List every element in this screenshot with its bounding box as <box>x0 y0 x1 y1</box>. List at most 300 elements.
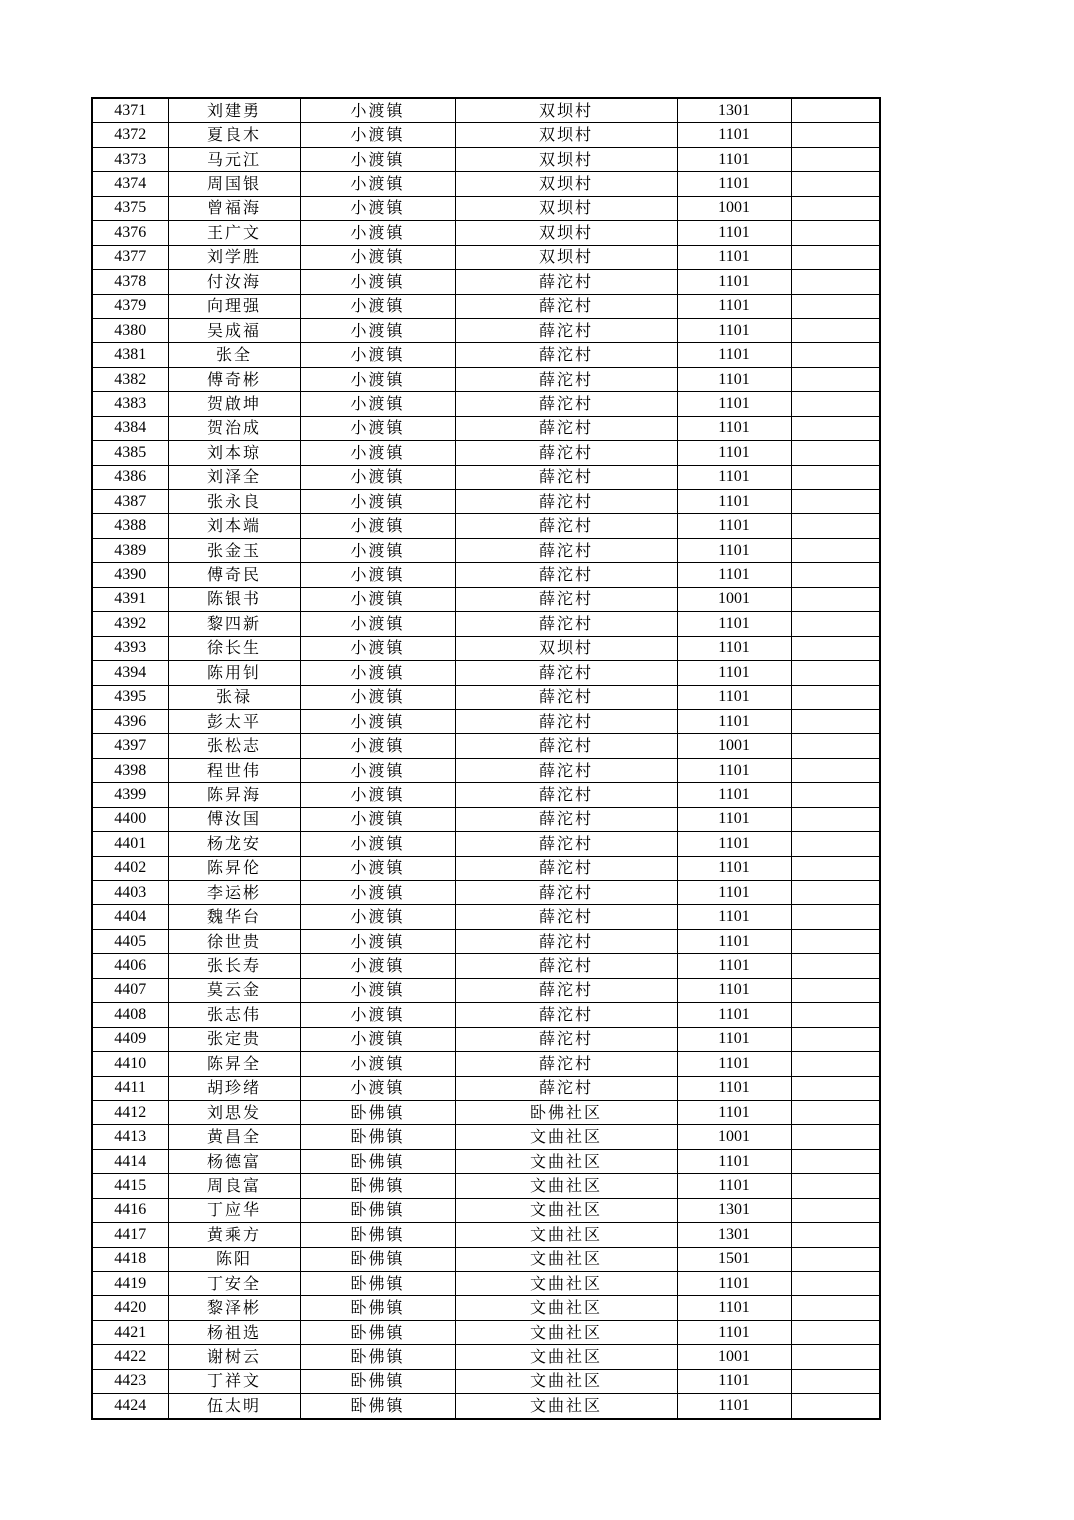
row-number-cell: 4383 <box>92 392 168 416</box>
code-cell: 1001 <box>677 734 791 758</box>
code-cell: 1101 <box>677 441 791 465</box>
code-cell: 1101 <box>677 1174 791 1198</box>
village-cell: 薛沱村 <box>455 392 677 416</box>
row-number-cell: 4394 <box>92 661 168 685</box>
remark-cell <box>791 294 880 318</box>
table-row <box>92 416 880 440</box>
remark-cell <box>791 1394 880 1419</box>
person-name-cell: 杨德富 <box>168 1149 300 1173</box>
code-cell: 1101 <box>677 612 791 636</box>
table-row <box>92 587 880 611</box>
remark-cell <box>791 123 880 147</box>
table-row <box>92 954 880 978</box>
town-cell: 卧佛镇 <box>300 1272 455 1296</box>
village-cell: 双坝村 <box>455 172 677 196</box>
table-row <box>92 1369 880 1393</box>
person-name-cell: 刘建勇 <box>168 98 300 123</box>
row-number-cell: 4397 <box>92 734 168 758</box>
village-cell: 薛沱村 <box>455 490 677 514</box>
row-number-cell: 4418 <box>92 1247 168 1271</box>
code-cell: 1101 <box>677 905 791 929</box>
town-cell: 小渡镇 <box>300 123 455 147</box>
village-cell: 薛沱村 <box>455 587 677 611</box>
row-number-cell: 4424 <box>92 1394 168 1419</box>
remark-cell <box>791 636 880 660</box>
village-cell: 薛沱村 <box>455 1052 677 1076</box>
row-number-cell: 4416 <box>92 1198 168 1222</box>
remark-cell <box>791 587 880 611</box>
person-name-cell: 张长寿 <box>168 954 300 978</box>
code-cell: 1301 <box>677 1198 791 1222</box>
person-name-cell: 黎四新 <box>168 612 300 636</box>
code-cell: 1101 <box>677 1052 791 1076</box>
code-cell: 1101 <box>677 807 791 831</box>
row-number-cell: 4410 <box>92 1052 168 1076</box>
town-cell: 小渡镇 <box>300 172 455 196</box>
village-cell: 薛沱村 <box>455 343 677 367</box>
row-number-cell: 4387 <box>92 490 168 514</box>
person-name-cell: 魏华台 <box>168 905 300 929</box>
row-number-cell: 4375 <box>92 196 168 220</box>
person-name-cell: 徐世贵 <box>168 929 300 953</box>
village-cell: 文曲社区 <box>455 1369 677 1393</box>
person-name-cell: 陈昇海 <box>168 783 300 807</box>
code-cell: 1101 <box>677 221 791 245</box>
town-cell: 卧佛镇 <box>300 1223 455 1247</box>
code-cell: 1101 <box>677 1369 791 1393</box>
town-cell: 小渡镇 <box>300 245 455 269</box>
table-row <box>92 1174 880 1198</box>
table-row <box>92 1198 880 1222</box>
table-row <box>92 709 880 733</box>
remark-cell <box>791 172 880 196</box>
village-cell: 文曲社区 <box>455 1394 677 1419</box>
remark-cell <box>791 270 880 294</box>
town-cell: 小渡镇 <box>300 98 455 123</box>
table-row <box>92 270 880 294</box>
remark-cell <box>791 98 880 123</box>
table-row <box>92 221 880 245</box>
person-name-cell: 周良富 <box>168 1174 300 1198</box>
village-cell: 双坝村 <box>455 221 677 245</box>
person-name-cell: 张全 <box>168 343 300 367</box>
table-row <box>92 685 880 709</box>
town-cell: 小渡镇 <box>300 270 455 294</box>
person-name-cell: 陈昇全 <box>168 1052 300 1076</box>
town-cell: 卧佛镇 <box>300 1369 455 1393</box>
remark-cell <box>791 538 880 562</box>
person-name-cell: 刘思发 <box>168 1100 300 1124</box>
remark-cell <box>791 685 880 709</box>
remark-cell <box>791 978 880 1002</box>
row-number-cell: 4390 <box>92 563 168 587</box>
row-number-cell: 4421 <box>92 1320 168 1344</box>
table-row <box>92 1027 880 1051</box>
row-number-cell: 4413 <box>92 1125 168 1149</box>
village-cell: 文曲社区 <box>455 1174 677 1198</box>
row-number-cell: 4395 <box>92 685 168 709</box>
village-cell: 薛沱村 <box>455 709 677 733</box>
remark-cell <box>791 367 880 391</box>
code-cell: 1101 <box>677 465 791 489</box>
row-number-cell: 4380 <box>92 318 168 342</box>
town-cell: 小渡镇 <box>300 807 455 831</box>
code-cell: 1101 <box>677 538 791 562</box>
village-cell: 薛沱村 <box>455 514 677 538</box>
person-name-cell: 胡珍绪 <box>168 1076 300 1100</box>
code-cell: 1101 <box>677 514 791 538</box>
village-cell: 文曲社区 <box>455 1296 677 1320</box>
row-number-cell: 4377 <box>92 245 168 269</box>
code-cell: 1101 <box>677 1076 791 1100</box>
person-name-cell: 张永良 <box>168 490 300 514</box>
code-cell: 1101 <box>677 416 791 440</box>
town-cell: 卧佛镇 <box>300 1320 455 1344</box>
table-row <box>92 98 880 123</box>
row-number-cell: 4389 <box>92 538 168 562</box>
code-cell: 1101 <box>677 661 791 685</box>
village-cell: 双坝村 <box>455 245 677 269</box>
person-name-cell: 刘本端 <box>168 514 300 538</box>
town-cell: 小渡镇 <box>300 196 455 220</box>
remark-cell <box>791 416 880 440</box>
village-cell: 薛沱村 <box>455 954 677 978</box>
town-cell: 小渡镇 <box>300 318 455 342</box>
code-cell: 1101 <box>677 685 791 709</box>
village-cell: 薛沱村 <box>455 270 677 294</box>
village-cell: 薛沱村 <box>455 758 677 782</box>
town-cell: 卧佛镇 <box>300 1125 455 1149</box>
village-cell: 薛沱村 <box>455 1003 677 1027</box>
person-name-cell: 刘泽全 <box>168 465 300 489</box>
person-name-cell: 黄昌全 <box>168 1125 300 1149</box>
row-number-cell: 4376 <box>92 221 168 245</box>
remark-cell <box>791 661 880 685</box>
table-row <box>92 1052 880 1076</box>
village-cell: 双坝村 <box>455 123 677 147</box>
remark-cell <box>791 1052 880 1076</box>
village-cell: 薛沱村 <box>455 929 677 953</box>
person-name-cell: 周国银 <box>168 172 300 196</box>
village-cell: 薛沱村 <box>455 367 677 391</box>
town-cell: 小渡镇 <box>300 367 455 391</box>
remark-cell <box>791 881 880 905</box>
code-cell: 1001 <box>677 1125 791 1149</box>
code-cell: 1101 <box>677 832 791 856</box>
person-name-cell: 丁安全 <box>168 1272 300 1296</box>
town-cell: 小渡镇 <box>300 832 455 856</box>
code-cell: 1301 <box>677 1223 791 1247</box>
row-number-cell: 4396 <box>92 709 168 733</box>
code-cell: 1101 <box>677 1296 791 1320</box>
code-cell: 1101 <box>677 367 791 391</box>
town-cell: 小渡镇 <box>300 1052 455 1076</box>
village-cell: 双坝村 <box>455 147 677 171</box>
town-cell: 小渡镇 <box>300 294 455 318</box>
remark-cell <box>791 612 880 636</box>
town-cell: 小渡镇 <box>300 1003 455 1027</box>
code-cell: 1001 <box>677 1345 791 1369</box>
table-row <box>92 661 880 685</box>
code-cell: 1101 <box>677 783 791 807</box>
village-cell: 薛沱村 <box>455 807 677 831</box>
remark-cell <box>791 1369 880 1393</box>
code-cell: 1101 <box>677 1394 791 1419</box>
remark-cell <box>791 929 880 953</box>
code-cell: 1101 <box>677 343 791 367</box>
row-number-cell: 4392 <box>92 612 168 636</box>
person-name-cell: 丁应华 <box>168 1198 300 1222</box>
row-number-cell: 4402 <box>92 856 168 880</box>
table-row <box>92 929 880 953</box>
table-row <box>92 758 880 782</box>
code-cell: 1101 <box>677 758 791 782</box>
code-cell: 1101 <box>677 1149 791 1173</box>
village-cell: 薛沱村 <box>455 465 677 489</box>
person-name-cell: 傅奇彬 <box>168 367 300 391</box>
village-cell: 薛沱村 <box>455 832 677 856</box>
table-row <box>92 783 880 807</box>
remark-cell <box>791 1198 880 1222</box>
person-name-cell: 张金玉 <box>168 538 300 562</box>
table-row <box>92 343 880 367</box>
village-cell: 薛沱村 <box>455 563 677 587</box>
row-number-cell: 4385 <box>92 441 168 465</box>
row-number-cell: 4414 <box>92 1149 168 1173</box>
code-cell: 1101 <box>677 636 791 660</box>
village-cell: 薛沱村 <box>455 734 677 758</box>
person-name-cell: 夏良木 <box>168 123 300 147</box>
person-name-cell: 曾福海 <box>168 196 300 220</box>
town-cell: 小渡镇 <box>300 563 455 587</box>
code-cell: 1101 <box>677 1027 791 1051</box>
code-cell: 1501 <box>677 1247 791 1271</box>
town-cell: 小渡镇 <box>300 954 455 978</box>
table-row <box>92 147 880 171</box>
remark-cell <box>791 1223 880 1247</box>
town-cell: 卧佛镇 <box>300 1296 455 1320</box>
row-number-cell: 4405 <box>92 929 168 953</box>
row-number-cell: 4403 <box>92 881 168 905</box>
village-cell: 薛沱村 <box>455 612 677 636</box>
table-row <box>92 318 880 342</box>
code-cell: 1101 <box>677 563 791 587</box>
remark-cell <box>791 343 880 367</box>
table-row <box>92 612 880 636</box>
town-cell: 小渡镇 <box>300 490 455 514</box>
remark-cell <box>791 1125 880 1149</box>
village-cell: 薛沱村 <box>455 856 677 880</box>
table-row <box>92 392 880 416</box>
person-name-cell: 陈银书 <box>168 587 300 611</box>
town-cell: 小渡镇 <box>300 709 455 733</box>
table-row <box>92 1296 880 1320</box>
row-number-cell: 4406 <box>92 954 168 978</box>
town-cell: 小渡镇 <box>300 1027 455 1051</box>
person-name-cell: 莫云金 <box>168 978 300 1002</box>
town-cell: 小渡镇 <box>300 758 455 782</box>
village-cell: 双坝村 <box>455 196 677 220</box>
person-name-cell: 张定贵 <box>168 1027 300 1051</box>
remark-cell <box>791 1027 880 1051</box>
town-cell: 小渡镇 <box>300 587 455 611</box>
row-number-cell: 4398 <box>92 758 168 782</box>
village-cell: 文曲社区 <box>455 1320 677 1344</box>
person-name-cell: 谢树云 <box>168 1345 300 1369</box>
remark-cell <box>791 514 880 538</box>
table-row <box>92 514 880 538</box>
table-row <box>92 832 880 856</box>
code-cell: 1101 <box>677 172 791 196</box>
row-number-cell: 4412 <box>92 1100 168 1124</box>
table-row <box>92 1345 880 1369</box>
village-cell: 薛沱村 <box>455 1076 677 1100</box>
town-cell: 小渡镇 <box>300 221 455 245</box>
village-cell: 薛沱村 <box>455 783 677 807</box>
person-name-cell: 贺啟坤 <box>168 392 300 416</box>
village-cell: 文曲社区 <box>455 1149 677 1173</box>
town-cell: 小渡镇 <box>300 1076 455 1100</box>
person-name-cell: 马元江 <box>168 147 300 171</box>
person-name-cell: 程世伟 <box>168 758 300 782</box>
remark-cell <box>791 1272 880 1296</box>
table-row <box>92 807 880 831</box>
remark-cell <box>791 441 880 465</box>
town-cell: 卧佛镇 <box>300 1394 455 1419</box>
row-number-cell: 4408 <box>92 1003 168 1027</box>
code-cell: 1101 <box>677 978 791 1002</box>
code-cell: 1101 <box>677 147 791 171</box>
table-row <box>92 1223 880 1247</box>
town-cell: 小渡镇 <box>300 416 455 440</box>
remark-cell <box>791 807 880 831</box>
village-cell: 薛沱村 <box>455 416 677 440</box>
town-cell: 小渡镇 <box>300 856 455 880</box>
remark-cell <box>791 1149 880 1173</box>
row-number-cell: 4407 <box>92 978 168 1002</box>
remark-cell <box>791 905 880 929</box>
row-number-cell: 4404 <box>92 905 168 929</box>
town-cell: 小渡镇 <box>300 685 455 709</box>
row-number-cell: 4393 <box>92 636 168 660</box>
person-name-cell: 傅汝国 <box>168 807 300 831</box>
village-cell: 薛沱村 <box>455 318 677 342</box>
table-row <box>92 563 880 587</box>
row-number-cell: 4400 <box>92 807 168 831</box>
records-table <box>91 97 881 1420</box>
person-name-cell: 彭太平 <box>168 709 300 733</box>
town-cell: 小渡镇 <box>300 514 455 538</box>
code-cell: 1101 <box>677 123 791 147</box>
remark-cell <box>791 856 880 880</box>
code-cell: 1001 <box>677 587 791 611</box>
code-cell: 1101 <box>677 392 791 416</box>
table-row <box>92 441 880 465</box>
town-cell: 小渡镇 <box>300 661 455 685</box>
table-row <box>92 1125 880 1149</box>
person-name-cell: 黄乘方 <box>168 1223 300 1247</box>
row-number-cell: 4409 <box>92 1027 168 1051</box>
row-number-cell: 4423 <box>92 1369 168 1393</box>
table-row <box>92 1076 880 1100</box>
remark-cell <box>791 1076 880 1100</box>
row-number-cell: 4391 <box>92 587 168 611</box>
remark-cell <box>791 832 880 856</box>
person-name-cell: 李运彬 <box>168 881 300 905</box>
town-cell: 小渡镇 <box>300 612 455 636</box>
row-number-cell: 4422 <box>92 1345 168 1369</box>
table-row <box>92 245 880 269</box>
code-cell: 1101 <box>677 1272 791 1296</box>
remark-cell <box>791 147 880 171</box>
remark-cell <box>791 734 880 758</box>
table-row <box>92 490 880 514</box>
village-cell: 文曲社区 <box>455 1125 677 1149</box>
table-row <box>92 196 880 220</box>
code-cell: 1101 <box>677 318 791 342</box>
village-cell: 文曲社区 <box>455 1223 677 1247</box>
person-name-cell: 黎泽彬 <box>168 1296 300 1320</box>
row-number-cell: 4415 <box>92 1174 168 1198</box>
row-number-cell: 4419 <box>92 1272 168 1296</box>
person-name-cell: 陈阳 <box>168 1247 300 1271</box>
town-cell: 卧佛镇 <box>300 1198 455 1222</box>
village-cell: 薛沱村 <box>455 441 677 465</box>
town-cell: 小渡镇 <box>300 441 455 465</box>
code-cell: 1101 <box>677 270 791 294</box>
person-name-cell: 付汝海 <box>168 270 300 294</box>
remark-cell <box>791 245 880 269</box>
table-row <box>92 856 880 880</box>
code-cell: 1101 <box>677 881 791 905</box>
town-cell: 小渡镇 <box>300 978 455 1002</box>
code-cell: 1001 <box>677 196 791 220</box>
town-cell: 卧佛镇 <box>300 1345 455 1369</box>
table-row <box>92 734 880 758</box>
person-name-cell: 杨龙安 <box>168 832 300 856</box>
village-cell: 薛沱村 <box>455 881 677 905</box>
person-name-cell: 傅奇民 <box>168 563 300 587</box>
person-name-cell: 吴成福 <box>168 318 300 342</box>
remark-cell <box>791 1100 880 1124</box>
row-number-cell: 4371 <box>92 98 168 123</box>
town-cell: 卧佛镇 <box>300 1100 455 1124</box>
village-cell: 薛沱村 <box>455 905 677 929</box>
remark-cell <box>791 1296 880 1320</box>
records-table-body <box>92 98 880 1419</box>
remark-cell <box>791 563 880 587</box>
table-row <box>92 636 880 660</box>
person-name-cell: 陈用钊 <box>168 661 300 685</box>
town-cell: 小渡镇 <box>300 538 455 562</box>
remark-cell <box>791 1247 880 1271</box>
remark-cell <box>791 1345 880 1369</box>
town-cell: 小渡镇 <box>300 465 455 489</box>
village-cell: 薛沱村 <box>455 685 677 709</box>
town-cell: 小渡镇 <box>300 636 455 660</box>
table-row <box>92 1247 880 1271</box>
table-row <box>92 905 880 929</box>
code-cell: 1101 <box>677 709 791 733</box>
table-row <box>92 465 880 489</box>
code-cell: 1101 <box>677 294 791 318</box>
town-cell: 小渡镇 <box>300 783 455 807</box>
person-name-cell: 刘学胜 <box>168 245 300 269</box>
remark-cell <box>791 196 880 220</box>
village-cell: 薛沱村 <box>455 294 677 318</box>
remark-cell <box>791 1174 880 1198</box>
remark-cell <box>791 709 880 733</box>
